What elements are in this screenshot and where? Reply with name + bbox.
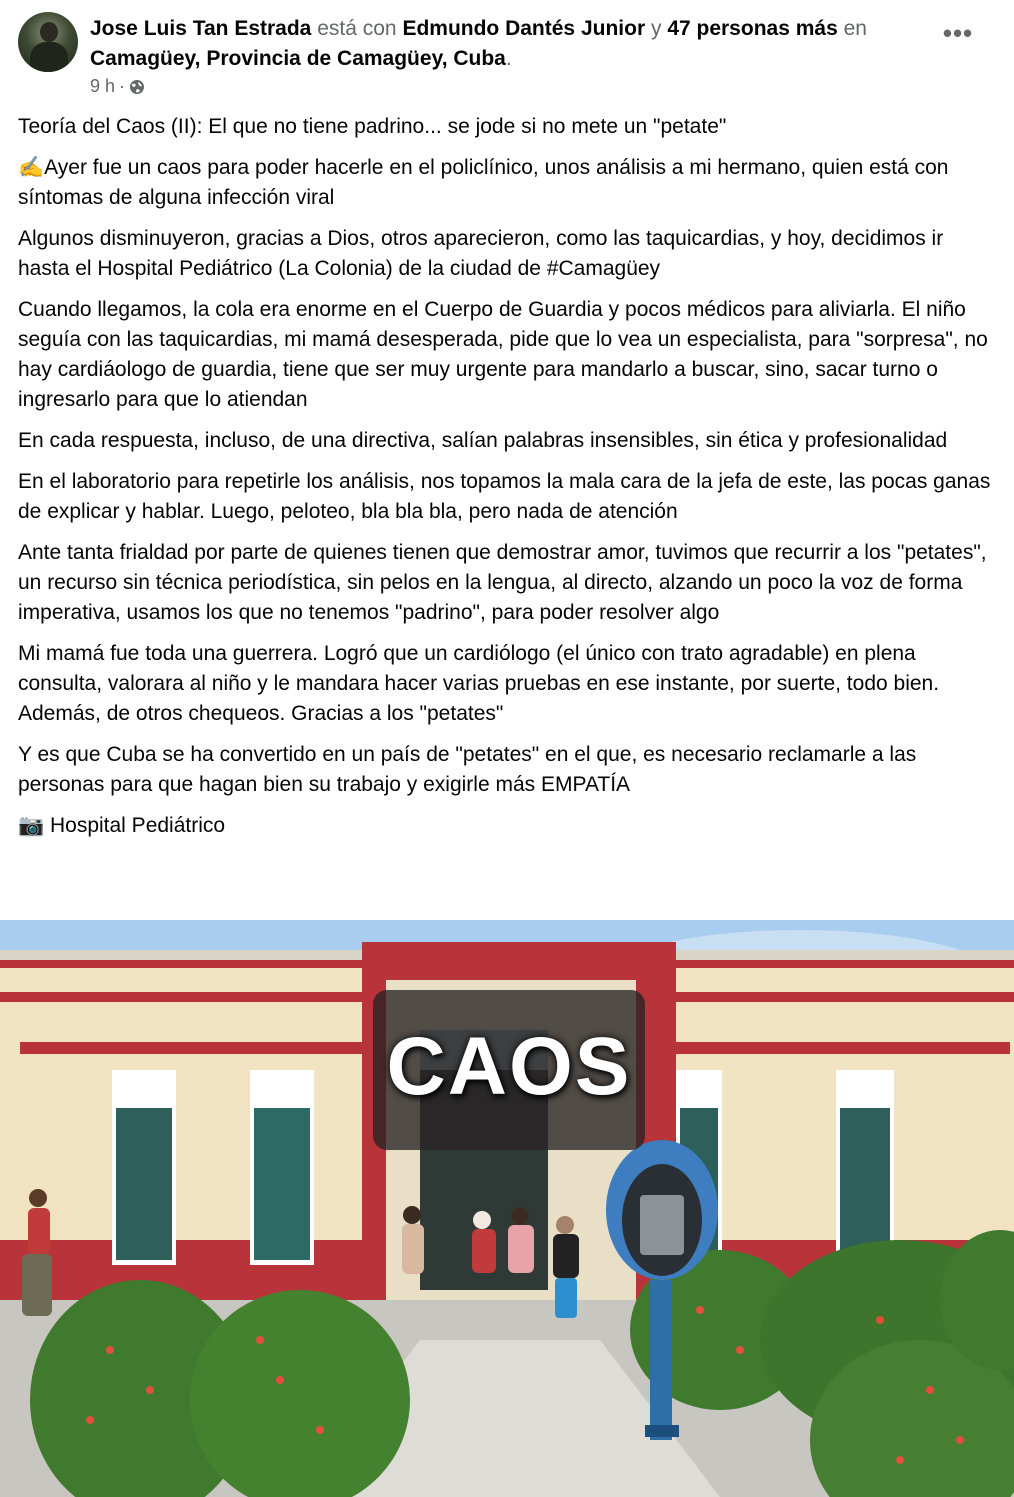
post-paragraph: Teoría del Caos (II): El que no tiene padrino... se jode si no mete un "petate" <box>18 115 727 138</box>
post-paragraph: 📷 Hospital Pediátrico <box>18 814 226 837</box>
post-paragraph: Mi mamá fue toda una guerrera. Logró que un cardiólogo (el único con trato agradable) en plena consulta, valorara al niño y le mandara hacer varias pruebas en ese instante, por suerte, todo bien. Además, de otros chequeos. Gracias a los "petates" <box>18 642 940 725</box>
period-text: . <box>505 47 512 70</box>
post-timestamp-row <box>90 76 145 97</box>
globe-icon <box>129 79 145 95</box>
post-paragraph: Cuando llegamos, la cola era enorme en el Cuerpo de Guardia y pocos médicos para aliviarla. El niño seguía con las taquicardias, mi mamá desesperada, pide que lo vea un especialista, para "sorpresa", no hay cardiáologo de guardia, tiene que ser muy urgente para mandarlo a buscar, sino, sacar turno o ingresarlo para que lo atiendan <box>18 298 988 411</box>
avatar-torso <box>30 42 68 72</box>
post-paragraph: En cada respuesta, incluso, de una directiva, salían palabras insensibles, sin ética y profesionalidad <box>18 429 948 452</box>
and-text: y <box>650 17 662 40</box>
post-paragraph: Algunos disminuyeron, gracias a Dios, otros aparecieron, como las taquicardias, y hoy, decidimos ir hasta el Hospital Pediátrico (La Colonia) de la ciudad de #Camagüey <box>18 227 944 280</box>
more-options-icon[interactable]: ••• <box>942 18 974 48</box>
tagged-person-link[interactable]: Edmundo Dantés Junior <box>402 17 646 40</box>
avatar-head <box>40 22 58 42</box>
post-meta <box>90 14 910 74</box>
post-header <box>18 12 998 102</box>
post-paragraph: Y es que Cuba se ha convertido en un país de "petates" en el que, es necesario reclamarle a las personas para que hagan bien su trabajo y exigirle más EMPATÍA <box>18 743 917 796</box>
caos-overlay-text: CAOS <box>386 1021 632 1112</box>
location-link[interactable]: Camagüey, Provincia de Camagüey, Cuba <box>90 47 506 70</box>
post-paragraph: ✍️Ayer fue un caos para poder hacerle en el policlínico, unos análisis a mi hermano, quien está con síntomas de alguna infección viral <box>18 156 949 209</box>
with-text: está con <box>317 17 397 40</box>
in-text: en <box>843 17 867 40</box>
author-avatar[interactable] <box>18 12 78 72</box>
others-link[interactable]: 47 personas más <box>667 17 838 40</box>
post-paragraph: En el laboratorio para repetirle los análisis, nos topamos la mala cara de la jefa de este, las pocas ganas de explicar y hablar. Luego, peloteo, bla bla bla, pero nada de atención <box>18 470 991 523</box>
post-body <box>18 112 998 852</box>
separator-dot: · <box>119 76 126 96</box>
post-paragraph: Ante tanta frialdad por parte de quienes tienen que demostrar amor, tuvimos que recurrir a los "petates", un recurso sin técnica periodística, sin pelos en la lengua, al directo, alzando un poco la voz de forma imperativa, usamos los que no tenemos "padrino", para poder resolver algo <box>18 541 987 624</box>
author-name-link[interactable]: Jose Luis Tan Estrada <box>90 17 312 40</box>
post-time-link[interactable]: 9 h <box>90 76 116 96</box>
